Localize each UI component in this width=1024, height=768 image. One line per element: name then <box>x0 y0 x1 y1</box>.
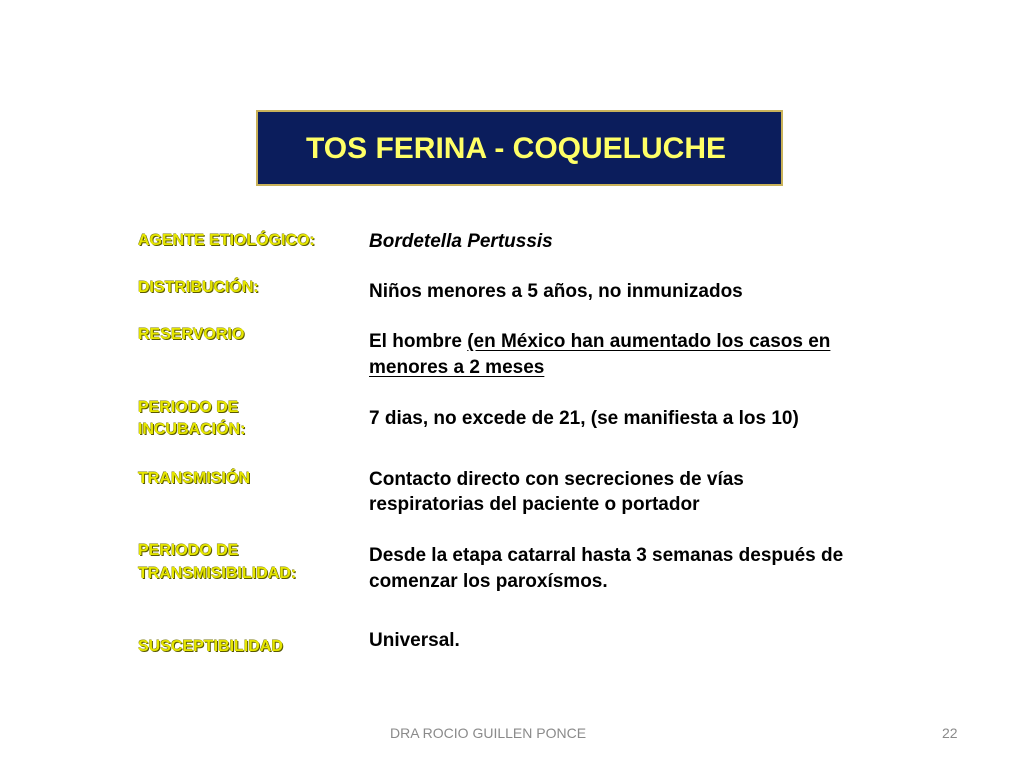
value-reservorio-plain: El hombre <box>369 331 468 352</box>
value-distribucion: Niños menores a 5 años, no inmunizados <box>369 281 743 302</box>
footer-page-number: 22 <box>942 725 958 741</box>
label-transmisibilidad-line1: PERIODO DE <box>138 542 239 559</box>
value-transmision-line2: respiratorias del paciente o portador <box>369 494 700 515</box>
value-reservorio-line1 <box>369 329 830 354</box>
value-susceptibilidad: Universal. <box>369 630 460 651</box>
label-susceptibilidad: SUSCEPTIBILIDAD <box>138 638 283 655</box>
value-transmisibilidad-line1: Desde la etapa catarral hasta 3 semanas después de <box>369 545 844 566</box>
label-incubacion-line2: INCUBACIÓN: <box>138 421 246 438</box>
value-reservorio-underlined-1: (en México han aumentado los casos en <box>467 331 831 352</box>
label-reservorio: RESERVORIO <box>138 326 245 343</box>
value-reservorio-underlined-2: menores a 2 meses <box>369 357 545 378</box>
value-transmisibilidad-line2: comenzar los paroxísmos. <box>369 571 608 592</box>
slide-title: TOS FERINA - COQUELUCHE <box>306 132 727 165</box>
value-transmision-line1: Contacto directo con secreciones de vías <box>369 469 744 490</box>
label-incubacion-line1: PERIODO DE <box>138 399 239 416</box>
value-agente-etiologico: Bordetella Pertussis <box>369 231 553 252</box>
label-distribucion: DISTRIBUCIÓN: <box>138 279 259 296</box>
footer-author: DRA ROCIO GUILLEN PONCE <box>390 725 587 741</box>
title-box <box>256 110 783 186</box>
label-transmisibilidad-line2: TRANSMISIBILIDAD: <box>138 565 297 582</box>
label-transmision: TRANSMISIÓN <box>138 470 250 487</box>
label-agente-etiologico: AGENTE ETIOLÓGICO: <box>138 232 315 249</box>
value-incubacion: 7 dias, no excede de 21, (se manifiesta a los 10) <box>369 408 799 429</box>
